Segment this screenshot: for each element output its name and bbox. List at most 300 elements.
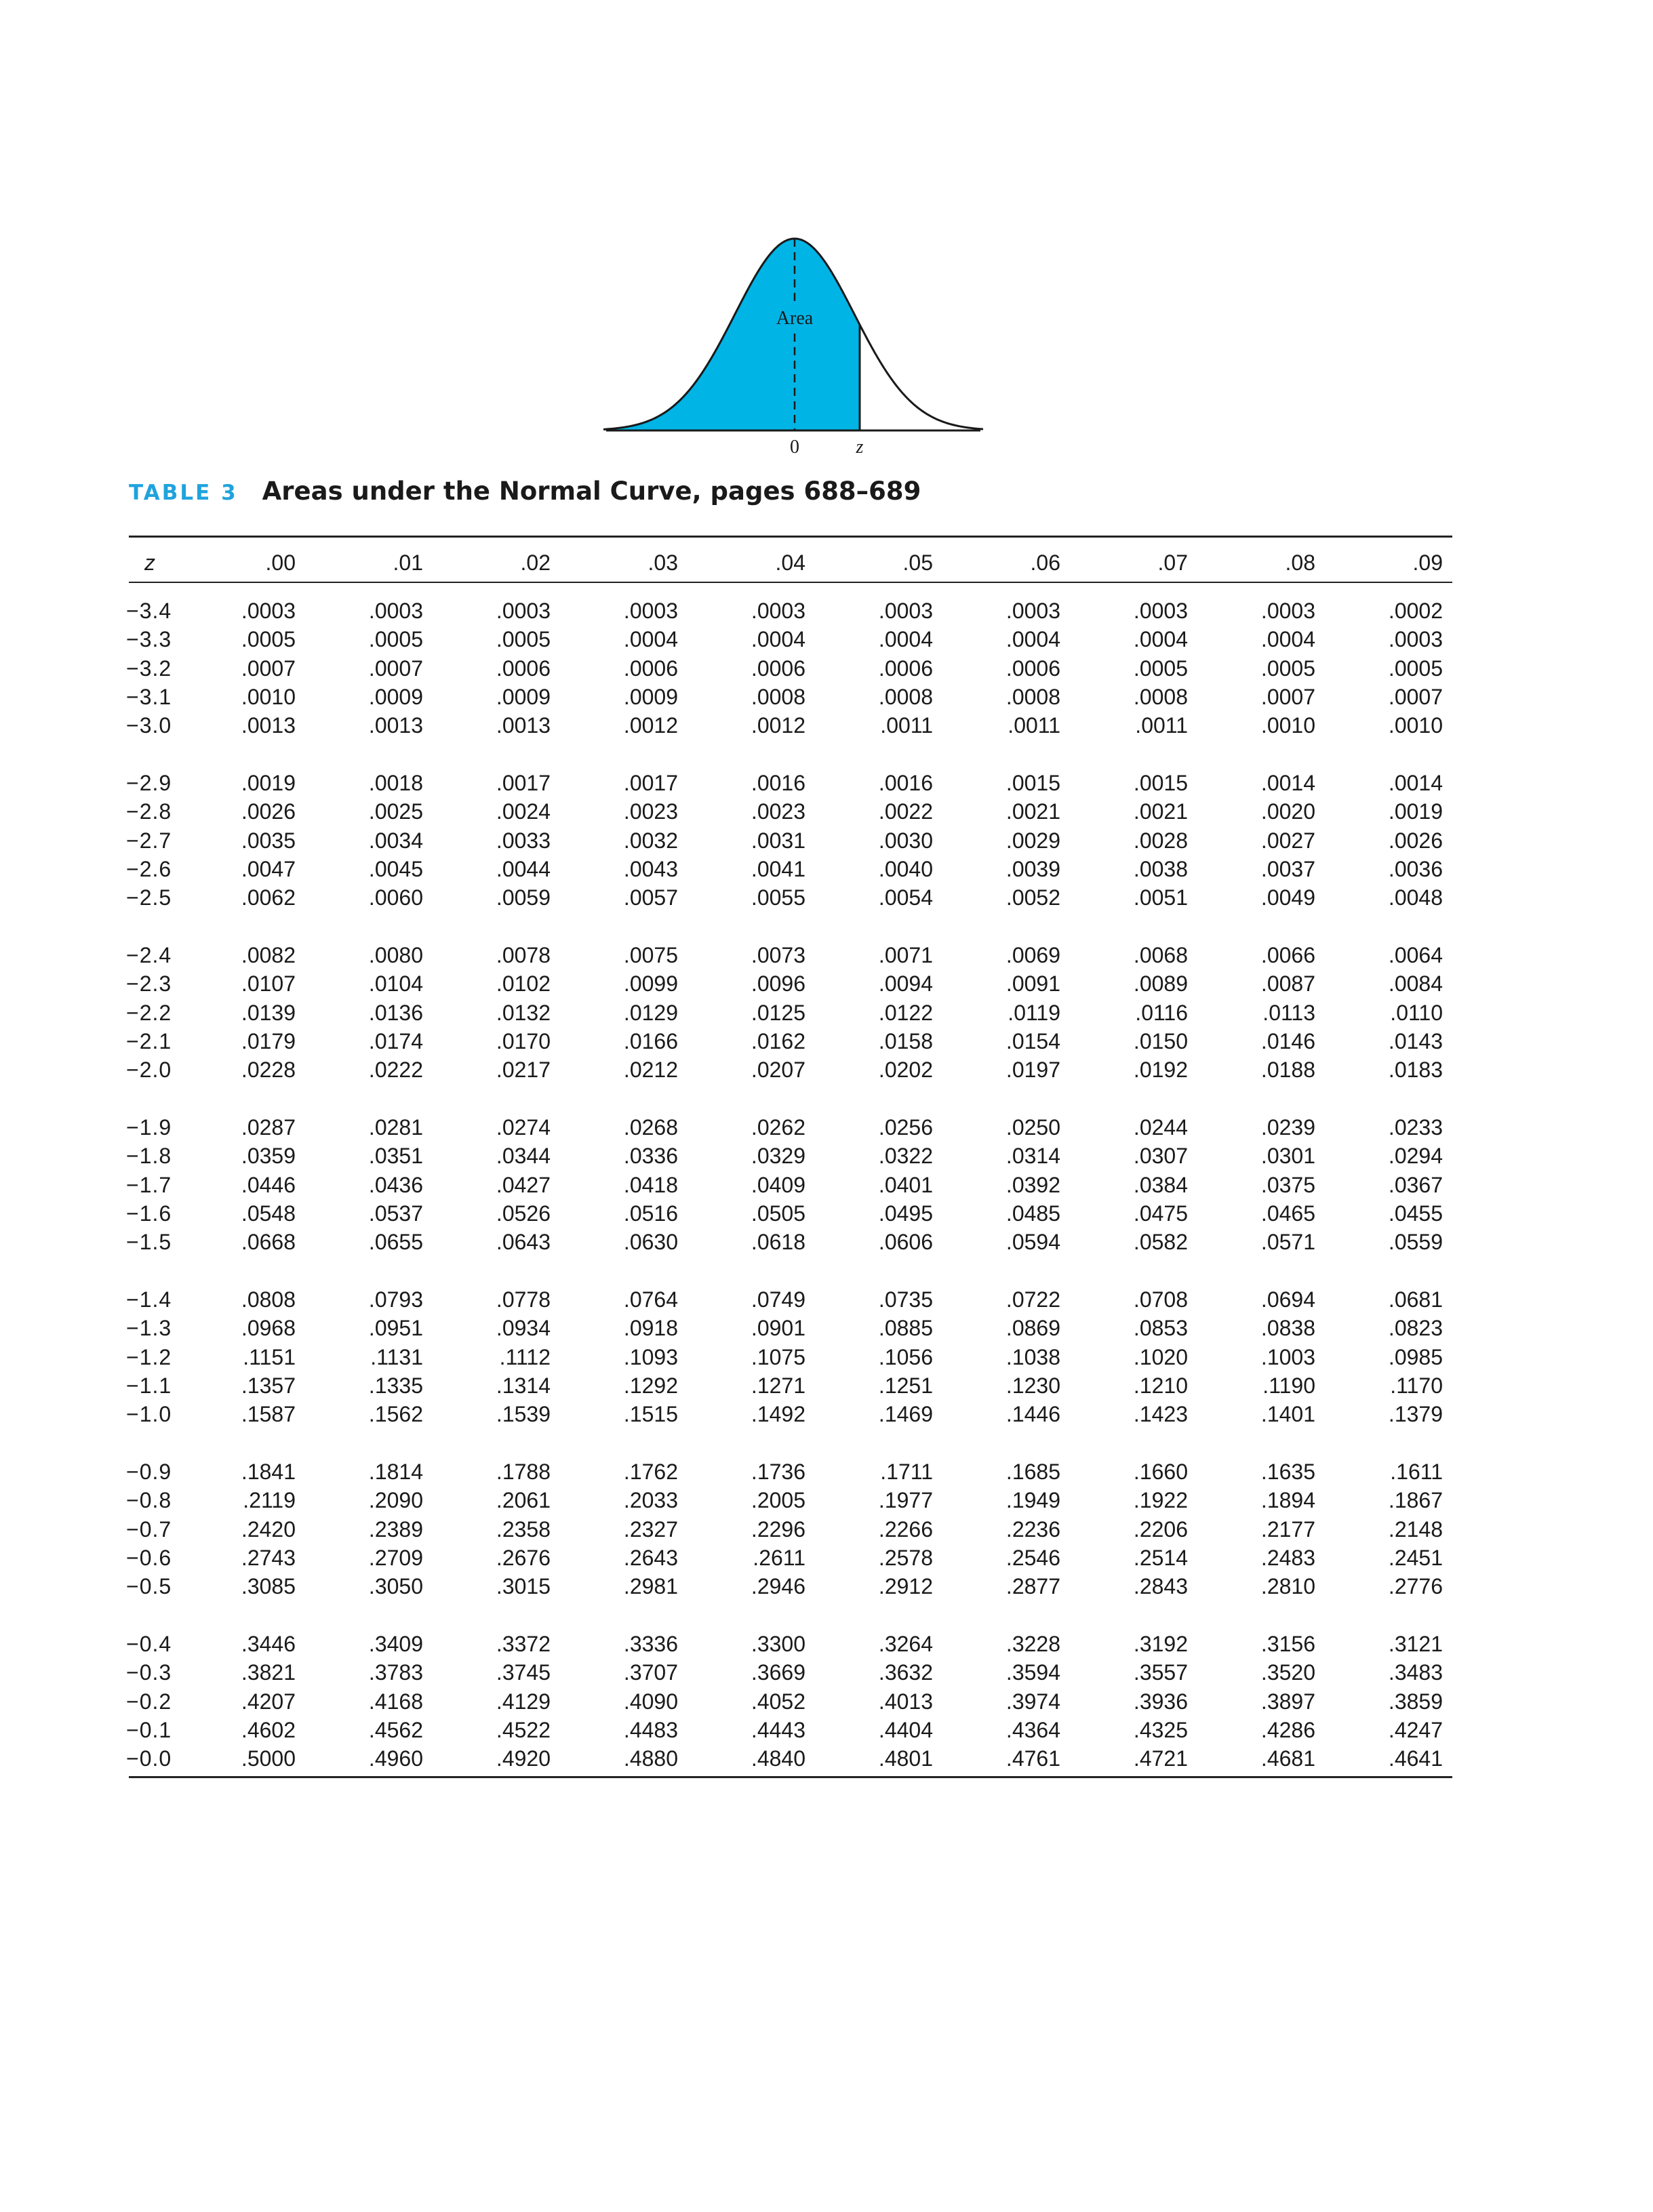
area-value-cell: .2451 [1388,1545,1443,1570]
column-header: .03 [648,550,678,575]
area-value-cell: .3557 [1133,1660,1188,1685]
table-row [0,883,1653,912]
z-value-cell: −3.4 [126,599,172,623]
area-value-cell: .0013 [496,713,551,738]
area-value-cell: .0007 [368,656,423,681]
table-row [0,1515,1653,1544]
z-value-cell: −0.2 [126,1689,172,1714]
area-value-cell: .0052 [1005,885,1060,910]
table-row [0,1486,1653,1514]
area-value-cell: .0073 [751,943,805,967]
area-value-cell: .0250 [1005,1115,1060,1140]
area-value-cell: .0436 [368,1172,423,1197]
area-value-cell: .0985 [1388,1344,1443,1369]
area-value-cell: .0064 [1388,943,1443,967]
z-value-cell: −3.2 [126,656,172,681]
normal-curve-graphic [597,224,990,461]
area-value-cell: .2877 [1005,1574,1060,1599]
area-value-cell: .3264 [878,1632,933,1656]
area-value-cell: .2206 [1133,1516,1188,1542]
area-value-cell: .1492 [751,1402,805,1427]
area-value-cell: .1977 [878,1488,933,1513]
area-value-cell: .4801 [878,1746,933,1771]
area-value-cell: .1515 [623,1402,678,1427]
area-value-cell: .0119 [1008,1000,1060,1025]
table-row [0,1055,1653,1084]
z-value-cell: −0.4 [126,1632,172,1656]
area-value-cell: .0015 [1133,771,1188,795]
area-value-cell: .0166 [623,1028,678,1053]
area-value-cell: .0059 [496,885,551,910]
table-row [0,1371,1653,1400]
area-value-cell: .0006 [751,656,805,681]
area-value-cell: .0005 [241,627,296,652]
z-value-cell: −1.9 [126,1115,172,1140]
z-value-cell: −2.5 [126,885,172,910]
area-value-cell: .1230 [1005,1373,1060,1398]
area-value-cell: .0010 [241,684,296,709]
area-value-cell: .0005 [496,627,551,652]
z-value-cell: −0.7 [126,1516,172,1542]
area-value-cell: .0080 [368,943,423,967]
area-value-cell: .0003 [1005,599,1060,623]
area-value-cell: .4090 [623,1689,678,1714]
area-value-cell: .4207 [241,1689,296,1714]
area-value-cell: .0032 [623,828,678,853]
area-value-cell: .0006 [496,656,551,681]
area-value-cell: .1151 [243,1344,296,1369]
area-value-cell: .1112 [499,1344,551,1369]
area-value-cell: .0336 [623,1144,678,1169]
area-value-cell: .0918 [623,1316,678,1341]
area-value-cell: .0045 [368,856,423,881]
area-value-cell: .0021 [1133,799,1188,824]
area-value-cell: .2389 [368,1516,423,1542]
area-value-cell: .2946 [751,1574,805,1599]
column-header: .06 [1030,550,1060,575]
area-value-cell: .0102 [496,971,551,997]
area-value-cell: .0901 [751,1316,805,1341]
area-value-cell: .0036 [1388,856,1443,881]
area-value-cell: .1093 [623,1344,678,1369]
z-value-cell: −2.7 [126,828,172,853]
area-value-cell: .0011 [880,713,933,738]
area-value-cell: .0110 [1390,1000,1443,1025]
area-value-cell: .4761 [1005,1746,1060,1771]
area-value-cell: .0951 [368,1316,423,1341]
area-value-cell: .0853 [1133,1316,1188,1341]
area-value-cell: .0778 [496,1287,551,1312]
z-value-cell: −2.3 [126,971,172,997]
area-value-cell: .1379 [1388,1402,1443,1427]
area-value-cell: .0031 [751,828,805,853]
z-value-cell: −0.0 [126,1746,172,1771]
area-value-cell: .0019 [1388,799,1443,824]
area-value-cell: .0004 [1005,627,1060,652]
area-value-cell: .1894 [1260,1488,1315,1513]
column-header: .02 [520,550,551,575]
area-value-cell: .0885 [878,1316,933,1341]
area-value-cell: .0808 [241,1287,296,1312]
area-value-cell: .1685 [1005,1460,1060,1484]
area-value-cell: .3085 [241,1574,296,1599]
area-value-cell: .0039 [1005,856,1060,881]
area-value-cell: .0749 [751,1287,805,1312]
area-value-cell: .0735 [878,1287,933,1312]
table-row [0,1343,1653,1371]
area-value-cell: .3520 [1260,1660,1315,1685]
area-value-cell: .0007 [241,656,296,681]
area-value-cell: .0033 [496,828,551,853]
area-value-cell: .3192 [1133,1632,1188,1656]
z-value-cell: −1.1 [126,1373,172,1398]
area-value-cell: .0029 [1005,828,1060,853]
area-value-cell: .0028 [1133,828,1188,853]
area-value-cell: .0040 [878,856,933,881]
area-value-cell: .0455 [1388,1201,1443,1226]
area-value-cell: .0764 [623,1287,678,1312]
area-value-cell: .3594 [1005,1660,1060,1685]
table-header-rule [129,582,1452,583]
area-value-cell: .3897 [1260,1689,1315,1714]
area-value-cell: .0025 [368,799,423,824]
area-value-cell: .2981 [623,1574,678,1599]
area-value-cell: .0007 [1260,684,1315,709]
area-value-cell: .2546 [1005,1545,1060,1570]
area-value-cell: .1635 [1260,1460,1315,1484]
z-value-cell: −0.3 [126,1660,172,1685]
area-value-cell: .0005 [1133,656,1188,681]
area-value-cell: .3859 [1388,1689,1443,1714]
area-value-cell: .0594 [1005,1230,1060,1255]
area-value-cell: .3228 [1005,1632,1060,1656]
area-value-cell: .0174 [368,1028,423,1053]
area-value-cell: .0010 [1260,713,1315,738]
area-value-cell: .1587 [241,1402,296,1427]
area-value-cell: .4880 [623,1746,678,1771]
area-value-cell: .0003 [1260,599,1315,623]
area-value-cell: .0017 [623,771,678,795]
area-value-cell: .0008 [1005,684,1060,709]
area-value-cell: .0055 [751,885,805,910]
z-value-cell: −1.6 [126,1201,172,1226]
area-value-cell: .0287 [241,1115,296,1140]
z-column-header: z [144,550,155,575]
area-value-cell: .0465 [1260,1201,1315,1226]
table-row [0,1658,1653,1687]
table-row [0,1544,1653,1572]
area-value-cell: .0003 [368,599,423,623]
area-value-cell: .3745 [496,1660,551,1685]
area-value-cell: .1271 [751,1373,805,1398]
table-top-rule [129,536,1452,538]
z-value-cell: −0.9 [126,1460,172,1484]
area-value-cell: .1020 [1133,1344,1188,1369]
z-value-cell: −0.1 [126,1717,172,1742]
z-value-cell: −2.8 [126,799,172,824]
area-value-cell: .0197 [1005,1058,1060,1083]
area-value-cell: .0192 [1133,1058,1188,1083]
area-value-cell: .0239 [1260,1115,1315,1140]
area-value-cell: .0006 [623,656,678,681]
area-value-cell: .0026 [1388,828,1443,853]
area-value-cell: .0003 [878,599,933,623]
area-value-cell: .0051 [1133,885,1188,910]
area-value-cell: .0069 [1005,943,1060,967]
area-value-cell: .1711 [880,1460,933,1484]
area-value-cell: .0606 [878,1230,933,1255]
area-value-cell: .4129 [496,1689,551,1714]
column-header: .01 [393,550,423,575]
area-value-cell: .2358 [496,1516,551,1542]
area-value-cell: .0014 [1388,771,1443,795]
area-value-cell: .4960 [368,1746,423,1771]
area-value-cell: .0004 [1133,627,1188,652]
area-value-cell: .2148 [1388,1516,1443,1542]
area-value-cell: .4052 [751,1689,805,1714]
area-value-cell: .0049 [1260,885,1315,910]
area-value-cell: .1562 [368,1402,423,1427]
area-value-cell: .0009 [368,684,423,709]
area-value-cell: .0136 [368,1000,423,1025]
area-value-cell: .0359 [241,1144,296,1169]
area-value-cell: .0020 [1260,799,1315,824]
area-value-cell: .2327 [623,1516,678,1542]
area-value-cell: .2420 [241,1516,296,1542]
area-value-cell: .0655 [368,1230,423,1255]
area-value-cell: .2090 [368,1488,423,1513]
area-value-cell: .0075 [623,943,678,967]
area-value-cell: .0537 [368,1201,423,1226]
area-value-cell: .3015 [496,1574,551,1599]
z-value-cell: −1.5 [126,1230,172,1255]
area-value-cell: .0026 [241,799,296,824]
z-value-cell: −2.0 [126,1058,172,1083]
table-row [0,1572,1653,1601]
table-title: Areas under the Normal Curve, pages 688–689 [262,477,921,506]
table-row [0,1142,1653,1170]
area-value-cell: .1660 [1133,1460,1188,1484]
area-value-cell: .1788 [496,1460,551,1484]
area-value-cell: .1003 [1260,1344,1315,1369]
area-value-cell: .0188 [1260,1058,1315,1083]
table-row [0,797,1653,826]
area-value-cell: .0314 [1005,1144,1060,1169]
area-value-cell: .1075 [751,1344,805,1369]
table-row [0,1457,1653,1486]
area-value-cell: .4325 [1133,1717,1188,1742]
z-value-cell: −1.4 [126,1287,172,1312]
area-value-cell: .0047 [241,856,296,881]
area-value-cell: .0968 [241,1316,296,1341]
area-value-cell: .0019 [241,771,296,795]
area-value-cell: .1814 [368,1460,423,1484]
area-value-cell: .0012 [623,713,678,738]
area-value-cell: .0078 [496,943,551,967]
area-value-cell: .0262 [751,1115,805,1140]
area-value-cell: .0011 [1135,713,1188,738]
area-value-cell: .0009 [496,684,551,709]
z-value-cell: −3.1 [126,684,172,709]
area-value-cell: .2119 [243,1488,296,1513]
area-value-cell: .4920 [496,1746,551,1771]
area-value-cell: .0154 [1005,1028,1060,1053]
area-value-cell: .0934 [496,1316,551,1341]
z-value-cell: −1.8 [126,1144,172,1169]
area-value-cell: .0023 [751,799,805,824]
area-value-cell: .0005 [1260,656,1315,681]
area-value-cell: .0007 [1388,684,1443,709]
table-row [0,1228,1653,1256]
area-value-cell: .1292 [623,1373,678,1398]
area-value-cell: .2005 [751,1488,805,1513]
area-value-cell: .0146 [1260,1028,1315,1053]
table-row [0,625,1653,653]
area-value-cell: .1401 [1260,1402,1315,1427]
z-value-cell: −2.4 [126,943,172,967]
z-value-cell: −1.2 [126,1344,172,1369]
area-value-cell: .0401 [878,1172,933,1197]
area-value-cell: .0139 [241,1000,296,1025]
area-value-cell: .4168 [368,1689,423,1714]
area-value-cell: .4562 [368,1717,423,1742]
area-value-cell: .0116 [1135,1000,1188,1025]
area-value-cell: .0002 [1388,599,1443,623]
area-value-cell: .0375 [1260,1172,1315,1197]
area-value-cell: .1611 [1390,1460,1443,1484]
z-value-cell: −2.9 [126,771,172,795]
area-value-cell: .3483 [1388,1660,1443,1685]
area-value-cell: .0004 [751,627,805,652]
area-value-cell: .0004 [623,627,678,652]
area-value-cell: .4602 [241,1717,296,1742]
area-value-cell: .1170 [1390,1373,1443,1398]
area-value-cell: .0526 [496,1201,551,1226]
table-row [0,711,1653,740]
area-value-cell: .0329 [751,1144,805,1169]
z-value-cell: −0.6 [126,1545,172,1570]
area-value-cell: .0582 [1133,1230,1188,1255]
area-value-cell: .0104 [368,971,423,997]
area-value-cell: .0066 [1260,943,1315,967]
area-value-cell: .1762 [623,1460,678,1484]
area-value-cell: .0041 [751,856,805,881]
area-value-cell: .0107 [241,971,296,997]
area-value-cell: .2810 [1260,1574,1315,1599]
area-value-cell: .1335 [368,1373,423,1398]
area-value-cell: .0099 [623,971,678,997]
area-value-cell: .0418 [623,1172,678,1197]
area-value-cell: .0202 [878,1058,933,1083]
area-value-cell: .4840 [751,1746,805,1771]
table-row [0,1113,1653,1142]
area-value-cell: .4404 [878,1717,933,1742]
area-value-cell: .3936 [1133,1689,1188,1714]
table-number: TABLE 3 [129,481,238,505]
area-value-cell: .0008 [878,684,933,709]
area-value-cell: .1038 [1005,1344,1060,1369]
area-value-cell: .4721 [1133,1746,1188,1771]
area-value-cell: .2177 [1260,1516,1315,1542]
table-bottom-rule [129,1776,1452,1778]
area-value-cell: .4443 [751,1717,805,1742]
area-value-cell: .0409 [751,1172,805,1197]
area-value-cell: .0681 [1388,1287,1443,1312]
area-value-cell: .0630 [623,1230,678,1255]
table-row [0,1630,1653,1658]
area-value-cell: .2033 [623,1488,678,1513]
area-value-cell: .4247 [1388,1717,1443,1742]
area-value-cell: .0132 [496,1000,551,1025]
z-value-cell: −3.0 [126,713,172,738]
area-value-cell: .2266 [878,1516,933,1542]
area-value-cell: .0823 [1388,1316,1443,1341]
area-value-cell: .0162 [751,1028,805,1053]
z-value-cell: −1.7 [126,1172,172,1197]
column-header: .04 [775,550,805,575]
area-value-cell: .0082 [241,943,296,967]
area-value-cell: .3783 [368,1660,423,1685]
column-header: .05 [902,550,933,575]
area-value-cell: .1131 [370,1344,423,1369]
column-header: .00 [265,550,296,575]
area-value-cell: .0003 [496,599,551,623]
area-value-cell: .0034 [368,828,423,853]
z-value-cell: −1.3 [126,1316,172,1341]
table-row [0,1687,1653,1716]
area-value-cell: .2776 [1388,1574,1443,1599]
column-header: .09 [1412,550,1443,575]
area-value-cell: .0294 [1388,1144,1443,1169]
area-value-cell: .0087 [1260,971,1315,997]
area-value-cell: .0643 [496,1230,551,1255]
area-value-cell: .0170 [496,1028,551,1053]
area-value-cell: .1210 [1133,1373,1188,1398]
area-value-cell: .0084 [1388,971,1443,997]
area-value-cell: .0008 [751,684,805,709]
area-value-cell: .0044 [496,856,551,881]
area-value-cell: .0024 [496,799,551,824]
area-value-cell: .3821 [241,1660,296,1685]
area-value-cell: .3707 [623,1660,678,1685]
table-row [0,1199,1653,1228]
z-value-cell: −0.8 [126,1488,172,1513]
area-value-cell: .0009 [623,684,678,709]
area-value-cell: .0150 [1133,1028,1188,1053]
area-value-cell: .3121 [1388,1632,1443,1656]
area-value-cell: .4364 [1005,1717,1060,1742]
area-value-cell: .0015 [1005,771,1060,795]
area-value-cell: .0485 [1005,1201,1060,1226]
table-row [0,941,1653,969]
area-value-cell: .0228 [241,1058,296,1083]
area-value-cell: .4483 [623,1717,678,1742]
column-header: .08 [1285,550,1315,575]
z-value-cell: −0.5 [126,1574,172,1599]
area-value-cell: .1949 [1005,1488,1060,1513]
area-value-cell: .0023 [623,799,678,824]
area-value-cell: .0005 [368,627,423,652]
area-value-cell: .0057 [623,885,678,910]
area-value-cell: .0384 [1133,1172,1188,1197]
area-value-cell: .0043 [623,856,678,881]
area-value-cell: .0495 [878,1201,933,1226]
area-value-cell: .0006 [1005,656,1060,681]
area-value-cell: .0793 [368,1287,423,1312]
area-value-cell: .0367 [1388,1172,1443,1197]
area-value-cell: .0244 [1133,1115,1188,1140]
area-value-cell: .0516 [623,1201,678,1226]
